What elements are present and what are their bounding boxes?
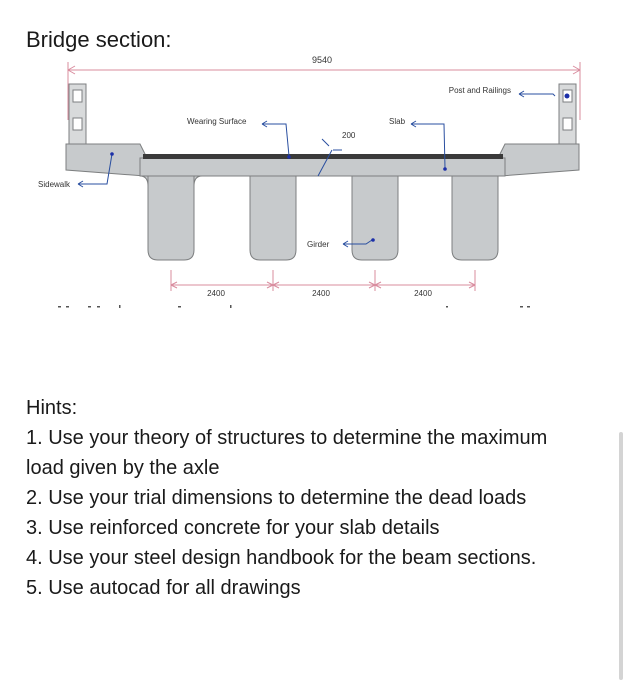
girder-3 <box>352 176 398 260</box>
girder-4 <box>452 176 498 260</box>
girder-2 <box>250 176 296 260</box>
right-sidewalk <box>500 144 579 176</box>
girder-1 <box>140 176 202 260</box>
girder-spacing-2: 2400 <box>312 289 330 298</box>
cropped-text-remnants <box>58 305 530 308</box>
left-railing <box>69 84 86 146</box>
spacing-ticks <box>171 270 475 291</box>
wearing-surface <box>143 154 503 159</box>
slab-dot <box>443 167 447 171</box>
slab-label: Slab <box>389 117 406 126</box>
wearing-surface-label: Wearing Surface <box>187 117 247 126</box>
wearing-surface-leader <box>262 124 289 156</box>
right-railing <box>559 84 576 146</box>
hints-section <box>26 393 586 603</box>
overall-width-label: 9540 <box>311 55 333 65</box>
sidewalk-dot <box>110 152 114 156</box>
hint-item-2: 2. Use your trial dimensions to determine the dead loads <box>26 487 527 509</box>
post-and-railings-label: Post and Railings <box>448 86 511 95</box>
wearing-surface-dot <box>287 155 291 159</box>
hint-item-1: 1. Use your theory of structures to determine the maximum load given by the axle <box>26 427 548 479</box>
scrollbar[interactable] <box>619 432 623 680</box>
girder-dot <box>371 238 375 242</box>
hint-item-4: 4. Use your steel design handbook for the beam sections. <box>26 547 537 569</box>
hint-item-3: 3. Use reinforced concrete for your slab details <box>26 517 440 539</box>
post-and-railings-leader <box>519 94 555 96</box>
slab-thickness-label: 200 <box>342 131 356 140</box>
left-sidewalk <box>66 144 145 176</box>
bridge-section-diagram <box>0 0 629 330</box>
sidewalk-label: Sidewalk <box>38 180 71 189</box>
girder-label: Girder <box>307 240 330 249</box>
page-title: Bridge section: <box>26 27 172 52</box>
girder-spacing-1: 2400 <box>207 289 225 298</box>
hints-heading: Hints: <box>26 397 78 419</box>
hint-item-5: 5. Use autocad for all drawings <box>26 577 301 599</box>
girder-spacing-3: 2400 <box>414 289 432 298</box>
